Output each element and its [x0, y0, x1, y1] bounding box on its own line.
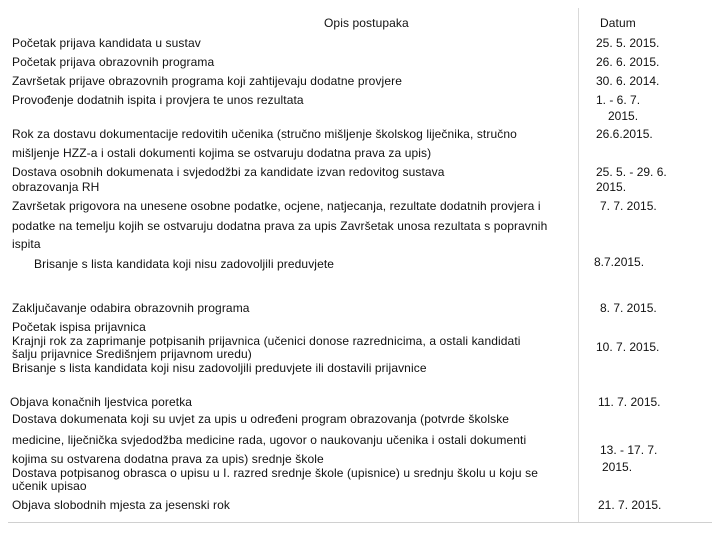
list-item: podatke na temelju kojih se ostvaruju dodatna prava za upis Završetak unosa rezultata s popravnih — [12, 219, 548, 233]
date-value: 26.6.2015. — [596, 127, 653, 141]
date-value: 10. 7. 2015. — [596, 340, 660, 354]
list-item: Objava konačnih ljestvica poretka — [10, 395, 193, 409]
date-value: 8.7.2015. — [594, 255, 645, 269]
list-item: Završetak prijave obrazovnih programa koji zahtijevaju dodatne provjere — [12, 74, 402, 88]
list-item: Dostava dokumenata koji su uvjet za upis u određeni program obrazovanja (potvrde školske — [12, 412, 510, 426]
list-item: Objava slobodnih mjesta za jesenski rok — [12, 498, 231, 512]
date-value: 26. 6. 2015. — [596, 55, 660, 69]
date-value: 2015. — [608, 109, 639, 123]
date-value: 1. - 6. 7. — [596, 93, 641, 107]
list-item: Početak prijava kandidata u sustav — [12, 36, 201, 50]
list-item: kojima su ostvarena dodatna prava za upis) srednje škole — [12, 452, 324, 466]
list-item: šalju prijavnice Središnjem prijavnom uredu) — [12, 347, 252, 361]
date-value: 11. 7. 2015. — [598, 395, 661, 409]
list-item: Početak ispisa prijavnica — [12, 320, 146, 334]
list-item: Brisanje s lista kandidata koji nisu zadovoljili preduvjete ili dostavili prijavnice — [12, 361, 427, 375]
list-item: ispita — [12, 237, 41, 251]
date-value: 25. 5. 2015. — [596, 36, 660, 50]
list-item: Brisanje s lista kandidata koji nisu zadovoljili preduvjete — [34, 257, 335, 271]
date-value: 2015. — [596, 180, 627, 194]
list-item: medicine, liječnička svjedodžba medicine rada, ugovor o naukovanju učenika i ostali dokumenti — [12, 433, 527, 447]
header-description: Opis postupaka — [324, 16, 409, 30]
date-value: 2015. — [602, 460, 633, 474]
date-value: 7. 7. 2015. — [600, 199, 657, 213]
list-item: učenik upisao — [12, 479, 87, 493]
date-value: 25. 5. - 29. 6. — [596, 165, 667, 179]
list-item: Dostava osobnih dokumenata i svjedodžbi za kandidate izvan redovitog sustava — [12, 165, 445, 179]
list-item: Zaključavanje odabira obrazovnih programa — [12, 301, 250, 315]
date-value: 13. - 17. 7. — [600, 443, 658, 457]
header-date: Datum — [600, 16, 636, 30]
list-item: Dostava potpisanog obrasca o upisu u I. razred srednje škole (upisnice) u srednju školu u koju se — [12, 466, 538, 480]
date-value: 8. 7. 2015. — [600, 301, 657, 315]
column-divider — [578, 8, 579, 522]
list-item: Završetak prigovora na unesene osobne podatke, ocjene, natjecanja, rezultate dodatnih provjera i — [12, 199, 541, 213]
list-item: Rok za dostavu dokumentacije redovitih učenika (stručno mišljenje školskog liječnika, stručno — [12, 127, 517, 141]
list-item: Provođenje dodatnih ispita i provjera te unos rezultata — [12, 93, 304, 107]
date-value: 30. 6. 2014. — [596, 74, 660, 88]
list-item: Početak prijava obrazovnih programa — [12, 55, 215, 69]
list-item: obrazovanja RH — [12, 180, 100, 194]
list-item: mišljenje HZZ-a i ostali dokumenti kojima se ostvaruju dodatna prava za upis) — [12, 146, 432, 160]
list-item: Krajnji rok za zaprimanje potpisanih prijavnica (učenici donose razrednicima, a ostali kandidati — [12, 334, 521, 348]
date-value: 21. 7. 2015. — [598, 498, 662, 512]
